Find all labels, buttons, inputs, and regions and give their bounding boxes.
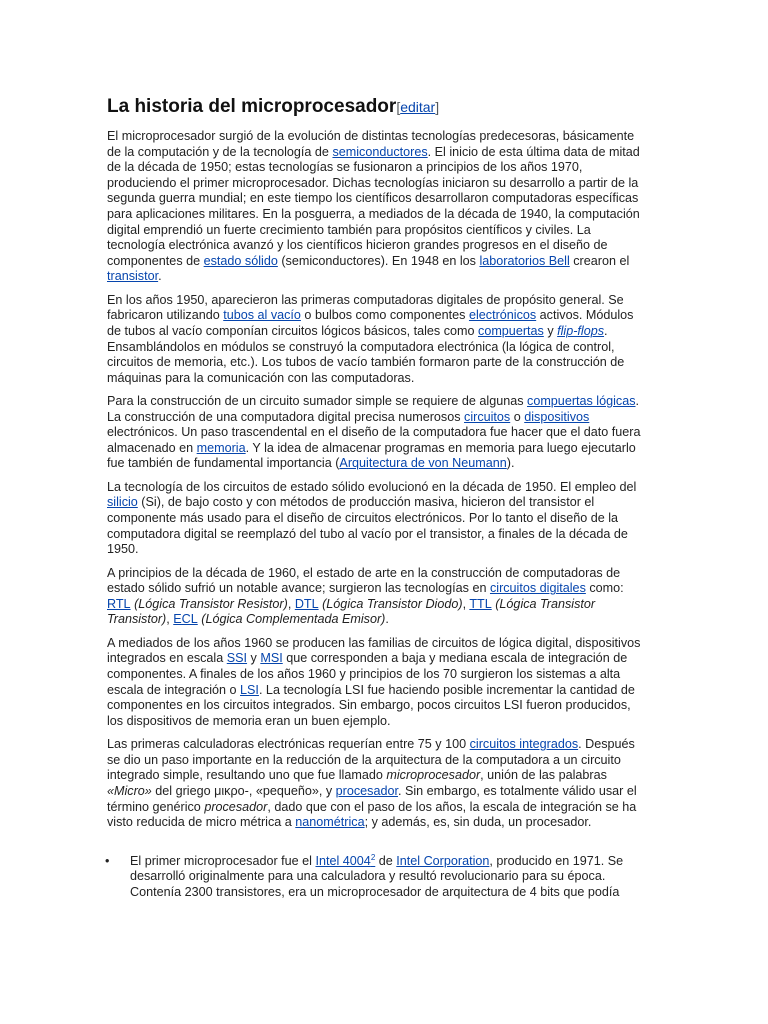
link-ecl[interactable]: ECL [173,612,198,627]
edit-link[interactable]: editar [400,99,436,115]
link-lsi[interactable]: LSI [240,682,259,697]
link-text: flip-flops [557,323,605,338]
link-transistor[interactable]: transistor [107,269,159,284]
italic-text: microprocesador [386,768,481,783]
text: , [462,596,470,611]
link-arquitectura-von-neumann[interactable]: Arquitectura de von Neumann [339,456,507,471]
link-compuertas[interactable]: compuertas [478,323,544,338]
paragraph-5 [107,566,647,628]
link-rtl[interactable]: RTL [107,596,131,611]
link-circuitos-digitales[interactable]: circuitos digitales [489,581,586,596]
paragraph-2 [107,293,647,387]
text: crearon el [569,253,630,268]
text: A mediados de los años 1960 se producen las familias de circuitos de lógica digital, dispositivos integrados en escala [107,635,641,666]
footnote-number: 2 [370,852,376,862]
section-title: La historia del microprocesador [107,96,397,117]
text: . Y la idea de almacenar programas en memoria para luego ejecutarlo fue también de fundamental importancia ( [107,440,636,471]
italic-text: (Lógica Transistor Diodo) [318,596,463,611]
text: o bulbos como componentes [300,308,469,323]
paragraph-1 [107,129,647,285]
text: o [510,409,525,424]
text: . Sin embargo, es totalmente válido usar el término genérico [107,783,637,814]
link-circuitos-integrados[interactable]: circuitos integrados [469,737,579,752]
text: Para la construcción de un circuito sumador simple se requiere de algunas [107,394,528,409]
bullet-icon: • [105,853,110,868]
text: , unión de las palabras [480,768,607,783]
link-semiconductores[interactable]: semiconductores [332,144,428,159]
paragraph-4 [107,480,647,558]
text: (Si), de bajo costo y con métodos de producción masiva, hicieron del transistor el componente más usado para el diseño de circuitos electrónicos. Por lo tanto el diseño de la computadora digital se reemplazó del tubo al vacío por el transistor, a finales de la década de 1950. [107,495,628,557]
text: . La construcción de una computadora digital precisa numerosos [107,394,640,424]
text: del griego μικρο-, «pequeño», y [151,783,336,798]
link-electronicos[interactable]: electrónicos [468,308,537,323]
link-msi[interactable]: MSI [260,651,283,666]
link-ssi[interactable]: SSI [226,651,248,666]
paragraph-6 [107,636,647,730]
link-laboratorios-bell[interactable]: laboratorios Bell [479,253,570,268]
link-circuitos[interactable]: circuitos [464,409,511,424]
text: , producido en 1971. Se desarrolló originalmente para una calculadora y resultó revolucionario para su época. Contenía 2300 transistores, era un microprocesador de arquitectura de 4 bits que podía [130,853,624,899]
text: . [158,269,162,284]
text: La tecnología de los circuitos de estado sólido evolucionó en la década de 1950. El empleo del [107,479,637,494]
italic-text: «Micro» [107,783,152,798]
text: y [247,651,261,666]
text: ). [506,456,515,471]
text: , [287,596,295,611]
text: . Después se dio un paso importante en la reducción de la arquitectura de la computadora a un circuito integrado simple, resultando uno que fue llamado [107,737,635,783]
link-dispositivos[interactable]: dispositivos [524,409,590,424]
text: como: [585,581,624,596]
text: (semiconductores). En 1948 en los [277,253,480,268]
italic-text: procesador [204,799,268,814]
italic-text: (Lógica Transistor Resistor) [130,596,288,611]
text: . El inicio de esta última data de mitad de la década de 1950; estas tecnologías se fusionaron a principios de los años 1970, produciendo el primer microprocesador. Dichas tecnologías iniciaron su desarrollo a partir de la segunda guerra mundial; en este tiempo los científicos desarrollaron computadoras específicas para aplicaciones militares. En la posguerra, a mediados de la década de 1940, la computación digital emprendió un fuerte crecimiento también para propósitos científicos y civiles. La tecnología electrónica avanzó y los científicos hicieron grandes progresos en el diseño de componentes de [107,144,640,268]
text: Las primeras calculadoras electrónicas requerían entre 75 y 100 [107,737,470,752]
text: electrónicos. Un paso trascendental en el diseño de la computadora fue hacer que el dato fuera almacenado en [107,425,641,455]
text: El primer microprocesador fue el [130,853,316,868]
link-dtl[interactable]: DTL [294,596,319,611]
text: . La tecnología LSI fue haciendo posible incrementar la cantidad de componentes en los circuitos integrados. Sin embargo, pocos circuitos LSI fueron producidos, los dispositivos de memoria eran un buen ejemplo. [107,682,635,728]
link-ttl[interactable]: TTL [469,596,492,611]
link-procesador[interactable]: procesador [335,783,398,798]
italic-text: (Lógica Complementada Emisor) [197,612,386,627]
text: y [543,323,558,338]
text: , [166,612,174,627]
link-silicio[interactable]: silicio [107,495,138,510]
text: de [375,853,397,868]
paragraph-7 [107,737,647,831]
edit-bracket-close: ] [435,99,440,115]
section-heading [107,95,647,119]
link-flip-flops[interactable] [557,324,604,338]
text: que corresponden a baja y mediana escala de integración de componentes. A finales de los años 1960 y principios de los 70 surgieron los sistemas a alta escala de integración o [107,651,628,697]
paragraph-3 [107,394,647,472]
text: , dado que con el paso de los años, la escala de integración se ha visto reducida de micro métrica a [107,799,637,830]
text: A principios de la década de 1960, el estado de arte en la construcción de computadoras de estado sólido sufrió un notable avance; surgieron las tecnologías en [107,565,621,596]
text: . Ensamblándolos en módulos se construyó la computadora electrónica (la lógica de control, circuitos de memoria, etc.). Los tubos de vacío también formaron parte de la construcción de máquinas para la comunicación con las computadoras. [107,323,625,385]
text: En los años 1950, aparecieron las primeras computadoras digitales de propósito general. Se fabricaron utilizando [107,292,624,323]
bullet-list [107,854,647,901]
link-memoria[interactable]: memoria [196,440,246,455]
link-intel-corporation[interactable]: Intel Corporation [396,853,490,868]
link-nanometrica[interactable]: nanométrica [295,815,365,830]
text: ; y además, es, sin duda, un procesador. [364,815,592,830]
link-estado-solido[interactable]: estado sólido [203,253,278,268]
list-item [107,854,647,901]
link-compuertas-logicas[interactable]: compuertas lógicas [527,394,636,409]
link-intel-4004[interactable]: Intel 4004 [315,853,371,868]
edit-bracket-open: [ [396,99,401,115]
text: activos. Módulos de tubos al vacío componían circuitos lógicos básicos, tales como [107,308,634,338]
text: El microprocesador surgió de la evolución de distintas tecnologías predecesoras, básicamente de la computación y de la tecnología de [107,129,635,159]
italic-text: (Lógica Transistor Transistor) [107,596,596,627]
article-section [107,95,647,901]
text: . [385,612,389,627]
link-tubos-al-vacio[interactable]: tubos al vacío [223,308,301,323]
